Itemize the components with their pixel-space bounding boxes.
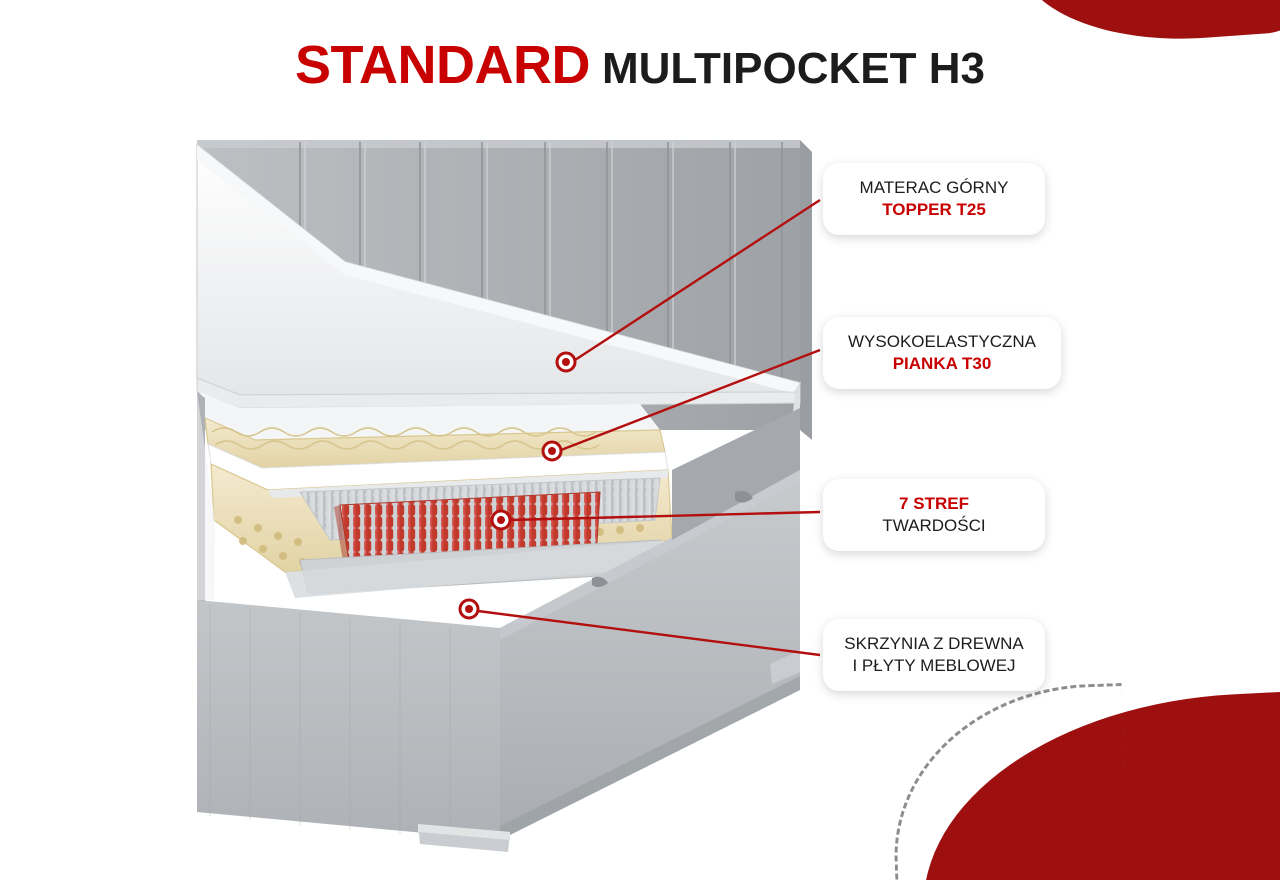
title-strong: STANDARD <box>295 35 590 95</box>
anchor-dot-foam <box>543 442 561 460</box>
callout-topper-line1: MATERAC GÓRNY <box>859 178 1009 197</box>
callout-zones-line1: 7 STREF <box>899 494 969 513</box>
callout-foam <box>823 317 1061 389</box>
callout-foam-line1: WYSOKOELASTYCZNA <box>848 332 1036 351</box>
callout-zones-line2: TWARDOŚCI <box>882 516 986 536</box>
callout-box <box>823 619 1045 691</box>
callout-topper-line2: TOPPER T25 <box>882 200 986 220</box>
anchor-dot-topper <box>557 353 575 371</box>
callout-box-line1: SKRZYNIA Z DREWNA <box>844 634 1024 653</box>
callout-topper <box>823 163 1045 235</box>
callout-zones <box>823 479 1045 551</box>
callout-foam-line2: PIANKA T30 <box>892 354 992 374</box>
callout-box-line2: I PŁYTY MEBLOWEJ <box>852 656 1016 676</box>
anchor-dot-box <box>460 600 478 618</box>
anchor-dot-zones <box>492 511 510 529</box>
title-rest: MULTIPOCKET H3 <box>602 44 985 93</box>
